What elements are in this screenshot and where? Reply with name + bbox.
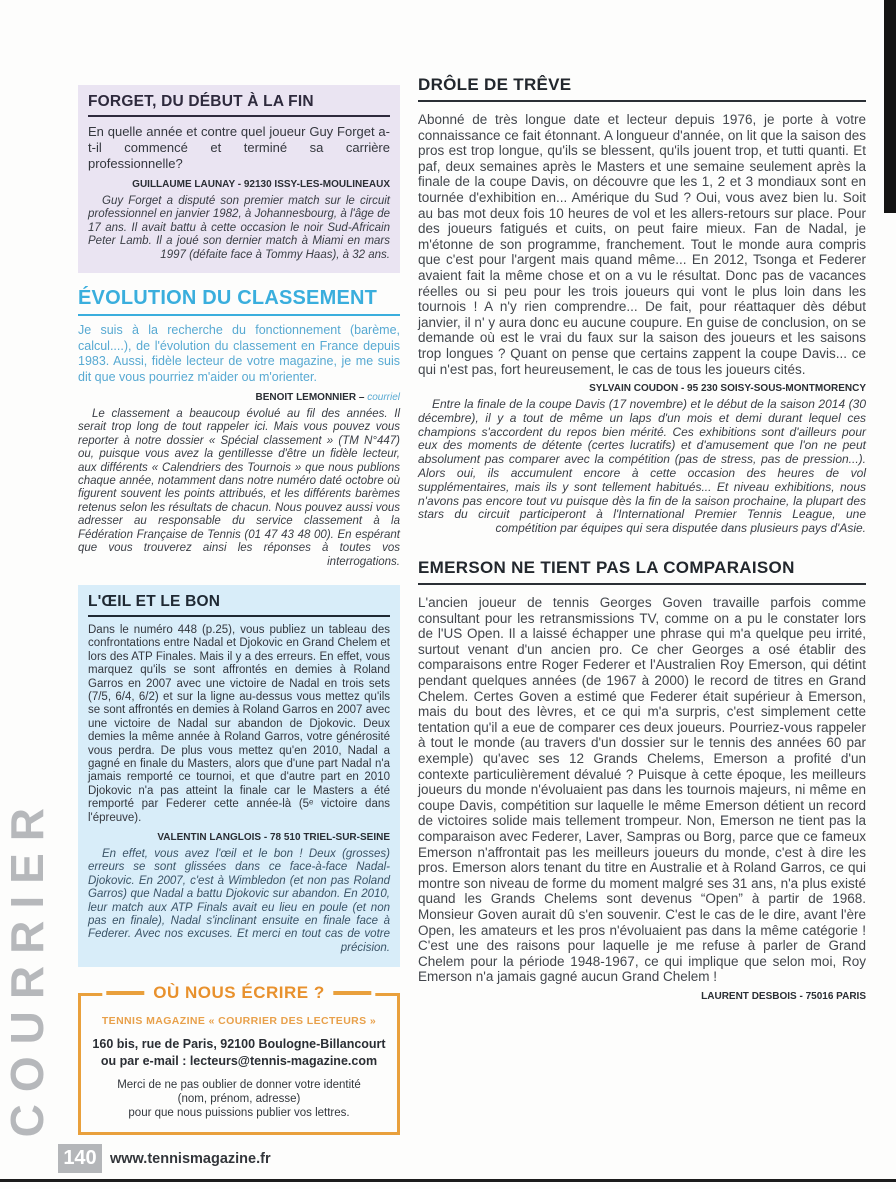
reader-attribution: GUILLAUME LAUNAY - 92130 ISSY-LES-MOULINEAUX [132, 179, 390, 190]
identity-note-line3: pour que nous puissions publier vos lettres. [128, 1107, 350, 1120]
title-dash-left [106, 991, 144, 995]
editor-reply: Le classement a beaucoup évolué au fil des années. Il serait trop long de tout rappeler ici. Mais vous pouvez vous reporter à notre dossier « Spécial classement » (TM N°447) ou, puisque vous avez la gentillesse d'être un fidèle lecteur, aux différents « Calendriers des Tournois » que nous publions chaque année, notamment dans notre numéro daté octobre où figurent souvent les points attribués, et les différents barèmes retenus selon les résultats de chacun. Nous pouvez aussi vous adresser au responsable du service classement à la Fédération Française de Tennis (01 47 43 48 00). En espérant que vous trouverez ainsi les réponses à toutes vos interrogations. [78, 408, 400, 568]
editor-reply: En effet, vous avez l'œil et le bon ! Deux (grosses) erreurs se sont glissées dans ce face-à-face Nadal-Djokovic. En 2007, c'est à Wimbledon (et non pas Roland Garros) que Nadal a battu Djokovic sur abandon. En 2010, leur match aux ATP Finals avait eu lieu en poule (et non pas en finale), Nadal s'inclinant ensuite en finale face à Federer. Avec nos excuses. Et merci en tout cas de votre précision. [88, 848, 390, 954]
website-url: www.tennismagazine.fr [110, 1151, 271, 1167]
page-number-badge: 140 [58, 1144, 102, 1173]
postal-and-email-address [89, 1036, 389, 1069]
section-forget [78, 85, 400, 273]
reader-attribution: LAURENT DESBOIS - 75016 PARIS [701, 990, 866, 1002]
identity-note [89, 1078, 389, 1120]
reader-question: Dans le numéro 448 (p.25), vous publiez un tableau des confrontations entre Nadal et Djokovic en Grand Chelem et lors des ATP Finales. Mais il y a des erreurs. En effet, vous marquez qu'ils se sont affrontés en demies à Roland Garros en 2007 avec une victoire de Nadal en trois sets (7/5, 6/4, 6/2) et sur la ligne au-dessus vous mettez qu'ils se sont affrontés en demies à Roland Garros en 2007 avec une victoire de Nadal sur abandon de Djokovic. Deux demies la même année à Roland Garros, votre générosité vous perdra. De plus vous mettez qu'en 2010, Nadal a gagné en finale du Masters, alors que d'une part Nadal n'a jamais remporté ce tournoi, et que d'autre part en 2010 Djokovic n'a pas atteint la finale car le Masters a été remporté par Federer cette année-là (5ᵉ victoire dans l'épreuve). [88, 623, 390, 824]
section-emerson [418, 558, 866, 1002]
email-address: ou par e-mail : lecteurs@tennis-magazine.com [100, 1053, 378, 1068]
identity-note-line1: Merci de ne pas oublier de donner votre identité [117, 1079, 361, 1092]
where-to-write-title: OÙ NOUS ÉCRIRE ? [153, 983, 325, 1003]
footer-rule [0, 1179, 896, 1182]
page-edge-mark [884, 0, 896, 213]
reader-letter: Abonné de très longue date et lecteur depuis 1976, je porte à votre connaissance ce fait étonnant. A longueur d'année, on lit que la saison des pros est trop longue, qu'ils se blessent, qu'ils jouent trop, et tutti quanti. Et paf, deux semaines après le Masters et une semaine seulement après la finale de la coupe Davis, on découvre que les 1, 2 et 3 mondiaux sont en tournée d'exhibition en... Amérique du Sud ? Oui, vous avez bien lu. Soit au bas mot deux fois 10 heures de vol et les allers-retours sur place. Pour des joueurs fatigués et cuits, on peut faire mieux. Fan de Nadal, je m'étonne de son programme, franchement. Tout le monde aura compris que c'est pour l'argent mais quand même... En 2012, Tsonga et Federer avaient fait la même chose et on a vu le résultat. Donc pas de vacances réelles ou si peu pour les trois joueurs qui vont le plus loin dans les tournois ! A n'y rien comprendre... De fait, pour réattaquer dès début janvier, il n' y aura donc eu aucune coupure. En guise de conclusion, on se demande où est le vrai du faux sur la saison des joueurs et les saisons trop longues ? Quant on pense que certains zappent la coupe Davis... ce qui n'est pas, fort heureusement, le cas de tous les joueurs cités. [418, 112, 866, 377]
where-to-write-title-row [102, 983, 375, 1003]
title-dash-right [334, 991, 372, 995]
section-classement-title: ÉVOLUTION DU CLASSEMENT [78, 287, 400, 316]
reader-source: courriel [367, 392, 400, 404]
postal-address: 160 bis, rue de Paris, 92100 Boulogne-Billancourt [92, 1037, 386, 1052]
reader-letter: L'ancien joueur de tennis Georges Goven travaille parfois comme consultant pour les retransmissions TV, comme on a pu le constater lors de l'US Open. Il a laissé échapper une phrase qui m'a quelque peu irrité, surtout venant d'un ancien pro. Ce cher Georges a osé établir des comparaisons entre Roger Federer et l'Australien Roy Emerson, qui détint pendant quelques années (de 1967 à 2000) le record de titres en Grand Chelem. Certes Goven a estimé que Federer était supérieur à Emerson, mais du bout des lèvres, et ce qui m'a surpris, c'est simplement cette tentation qu'il a eue de comparer ces deux joueurs. Pourriez-vous rappeler à tout le monde (au travers d'un dossier sur le tennis des années 60 par exemple) qu'avec ses 12 Grands Chelems, Emerson a profité d'un contexte particulièrement dévalué ? Puisque à cette époque, les meilleurs joueurs du monde n'évoluaient pas dans les tournois majeurs, ni même en coupe Davis, compétition sur laquelle le même Emerson détient un record de victoires solide mais tellement trompeur. Non, Emerson ne tient pas la comparaison avec Federer, Laver, Sampras ou Borg, parce que ce fameux Emerson n'affrontait pas les meilleurs joueurs du monde, c'est à dire les pros. Emerson alors tenant du titre en Australie et à Roland Garros, ce qui montre son niveau de forme du moment malgré ses 31 ans, n'a plus existé quand les Grands Chelems sont devenus “Open” à partir de 1968. Monsieur Goven aurait dû s'en souvenir. C'est le cas de le dire, avant l'ère Open, les amateurs et les pros n'évoluaient pas dans la même catégorie ! C'est une des raisons pour laquelle je me refuse à parler de Grand Chelem pour la période 1948-1967, ce qui implique que selon moi, Roy Emerson n'a jamais gagné aucun Grand Chelem ! [418, 595, 866, 985]
section-classement [78, 287, 400, 569]
section-vertical-label: COURRIER [1, 795, 53, 1137]
reader-attribution [78, 392, 400, 403]
identity-note-line2: (nom, prénom, adresse) [177, 1093, 301, 1106]
editor-reply: Entre la finale de la coupe Davis (17 novembre) et le début de la saison 2014 (30 décembre), il y a tout de même un laps d'un mois et demi durant lequel ces champions s'accordent du repos bien mérité. Ces exhibitions sont d'ailleurs pour eux des moments de détente (certes lucratifs) et d'amusement que l'on ne peut absolument pas comparer avec la compétition (pas de stress, pas de pression...). Alors oui, ils accumulent encore à cette occasion des heures de vol supplémentaires, mais ils y sont tellement habitués... Et niveau exhibitions, nous n'avons pas encore tout vu puisque dès la fin de la saison prochaine, la plupart des stars du circuit participeront à l'International Premier Tennis League, une compétition par équipes qui sera disputée dans plusieurs pays d'Asie. [418, 397, 866, 536]
section-treve [418, 75, 866, 536]
reader-attribution: SYLVAIN COUDON - 95 230 SOISY-SOUS-MONTMORENCY [589, 383, 866, 395]
left-column [78, 85, 400, 1135]
right-column [418, 75, 866, 1006]
section-emerson-title: EMERSON NE TIENT PAS LA COMPARAISON [418, 558, 866, 585]
reader-question: Je suis à la recherche du fonctionnement (barème, calcul....), de l'évolution du classement en France depuis 1983. Aussi, fidèle lecteur de votre magazine, je me suis dit que vous pourriez m'aider ou m'orienter. [78, 323, 400, 384]
magazine-courier-label: TENNIS MAGAZINE « COURRIER DES LECTEURS » [101, 1015, 377, 1028]
section-oeil-title: L'ŒIL ET LE BON [88, 593, 390, 617]
reader-attribution: VALENTIN LANGLOIS - 78 510 TRIEL-SUR-SEINE [157, 832, 390, 843]
reader-question: En quelle année et contre quel joueur Guy Forget a-t-il commencé et terminé sa carrière professionnelle? [88, 124, 390, 171]
reader-name: BENOIT LEMONNIER – [255, 392, 368, 404]
where-to-write-box [78, 983, 400, 1135]
section-forget-title: FORGET, DU DÉBUT À LA FIN [88, 93, 390, 117]
editor-reply: Guy Forget a disputé son premier match sur le circuit professionnel en janvier 1982, à Johannesbourg, à l'âge de 17 ans. Il avait battu à cette occasion le noir Sud-Africain Peter Lamb. Il a joué son dernier match à Miami en mars 1997 (défaite face à Tommy Haas), à 32 ans. [88, 195, 390, 261]
section-treve-title: DRÔLE DE TRÊVE [418, 75, 866, 102]
section-oeil [78, 585, 400, 967]
